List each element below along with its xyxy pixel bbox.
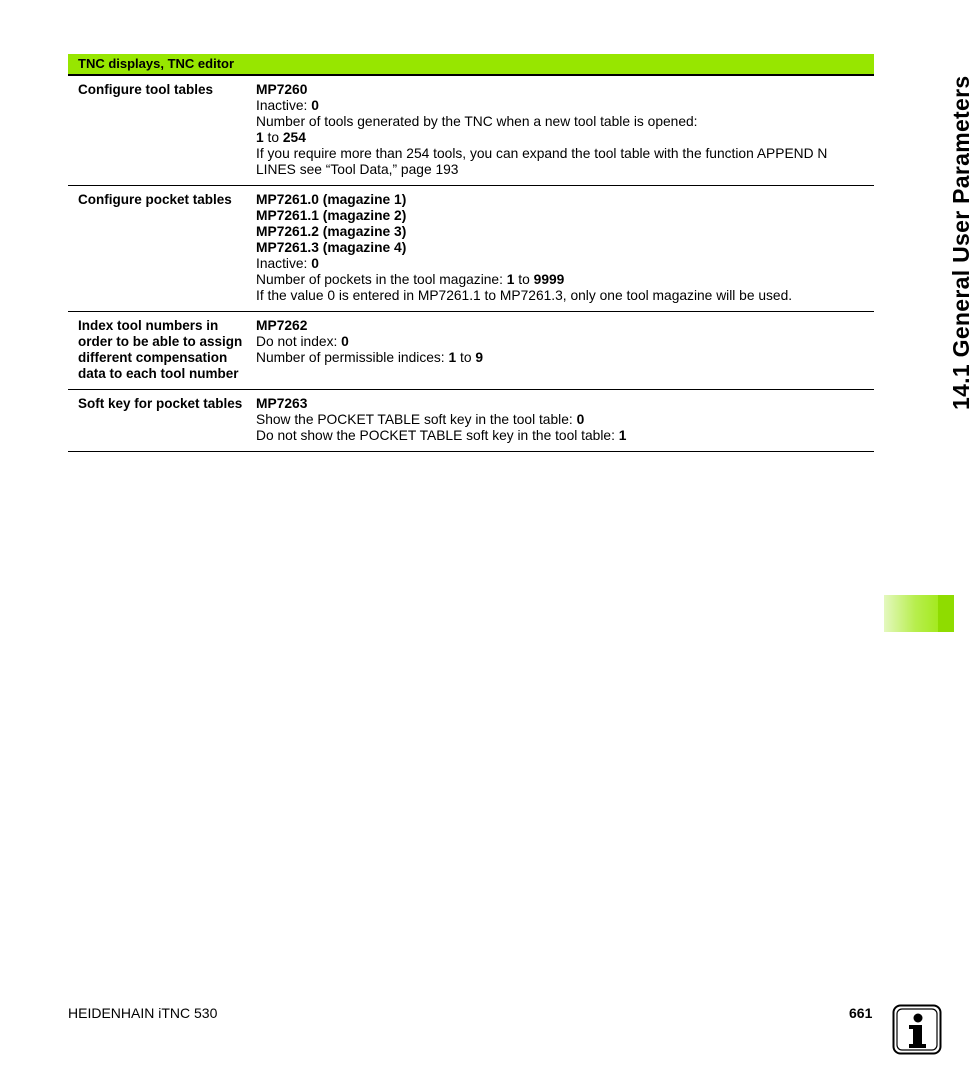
info-icon [892, 1004, 942, 1055]
value-text: 0 [311, 98, 319, 113]
description-text: Inactive: [256, 256, 312, 271]
content-line [256, 318, 866, 334]
content-line [256, 146, 866, 178]
description-text: Do not show the POCKET TABLE soft key in the tool table: [256, 428, 619, 443]
content-line [256, 288, 866, 304]
description-text: If the value 0 is entered in MP7261.1 to MP7261.3, only one tool magazine will be used. [256, 288, 793, 303]
row-label: Configure tool tables [78, 82, 213, 97]
chapter-tab-edge [938, 595, 954, 632]
value-text: 1 [448, 350, 457, 365]
description-text: Show the POCKET TABLE soft key in the tool table: [256, 412, 577, 427]
row-label: Configure pocket tables [78, 192, 232, 207]
table-row [68, 76, 874, 186]
parameter-table [68, 54, 874, 452]
value-text: 1 [618, 428, 627, 443]
content-line [256, 240, 866, 256]
content-line [256, 272, 866, 288]
description-text: Inactive: [256, 98, 312, 113]
value-text: 0 [311, 256, 319, 271]
value-text: 1 [506, 272, 515, 287]
section-title: 14.1 General User Parameters [948, 75, 974, 410]
value-text: MP7262 [256, 318, 308, 333]
description-text: Number of permissible indices: [256, 350, 449, 365]
content-line [256, 130, 866, 146]
content-line [256, 192, 866, 208]
description-text: Do not index: [256, 334, 342, 349]
table-header: TNC displays, TNC editor [68, 54, 874, 76]
value-text: MP7260 [256, 82, 308, 97]
content-line [256, 98, 866, 114]
content-line [256, 334, 866, 350]
value-text: MP7261.3 (magazine 4) [256, 240, 407, 255]
content-line [256, 256, 866, 272]
table-body [68, 76, 874, 452]
value-text: MP7261.0 (magazine 1) [256, 192, 407, 207]
value-text: MP7261.1 (magazine 2) [256, 208, 407, 223]
description-text: to [456, 350, 476, 365]
value-text: MP7261.2 (magazine 3) [256, 224, 407, 239]
content-line [256, 428, 866, 444]
row-label: Index tool numbers in order to be able to assign different compensation data to each tool number [78, 318, 243, 381]
value-text: 0 [576, 412, 585, 427]
description-text: to [514, 272, 534, 287]
description-text: Number of pockets in the tool magazine: [256, 272, 507, 287]
content-line [256, 114, 866, 130]
page-number: 661 [849, 1005, 873, 1021]
content-line [256, 82, 866, 98]
description-text: to [263, 130, 283, 145]
content-line [256, 396, 866, 412]
table-row [68, 390, 874, 452]
row-content [256, 82, 874, 178]
row-content [256, 318, 874, 382]
content-line [256, 350, 866, 366]
content-line [256, 224, 866, 240]
value-text: 9999 [533, 272, 565, 287]
value-text: 9 [475, 350, 484, 365]
chapter-tab-marker [884, 595, 954, 632]
row-label: Soft key for pocket tables [78, 396, 243, 411]
table-row [68, 186, 874, 312]
description-text: If you require more than 254 tools, you can expand the tool table with the function APPEND N LINES see “Tool Data,” page 193 [256, 146, 828, 177]
row-content [256, 192, 874, 304]
section-title-vertical [910, 52, 974, 412]
content-line [256, 208, 866, 224]
value-text: 254 [282, 130, 306, 145]
row-content [256, 396, 874, 444]
content-line [256, 412, 866, 428]
value-text: 1 [256, 130, 264, 145]
value-text: 0 [341, 334, 349, 349]
table-row [68, 312, 874, 390]
footer-product-name: HEIDENHAIN iTNC 530 [68, 1005, 218, 1021]
description-text: Number of tools generated by the TNC when a new tool table is opened: [256, 114, 698, 129]
value-text: MP7263 [256, 396, 308, 411]
